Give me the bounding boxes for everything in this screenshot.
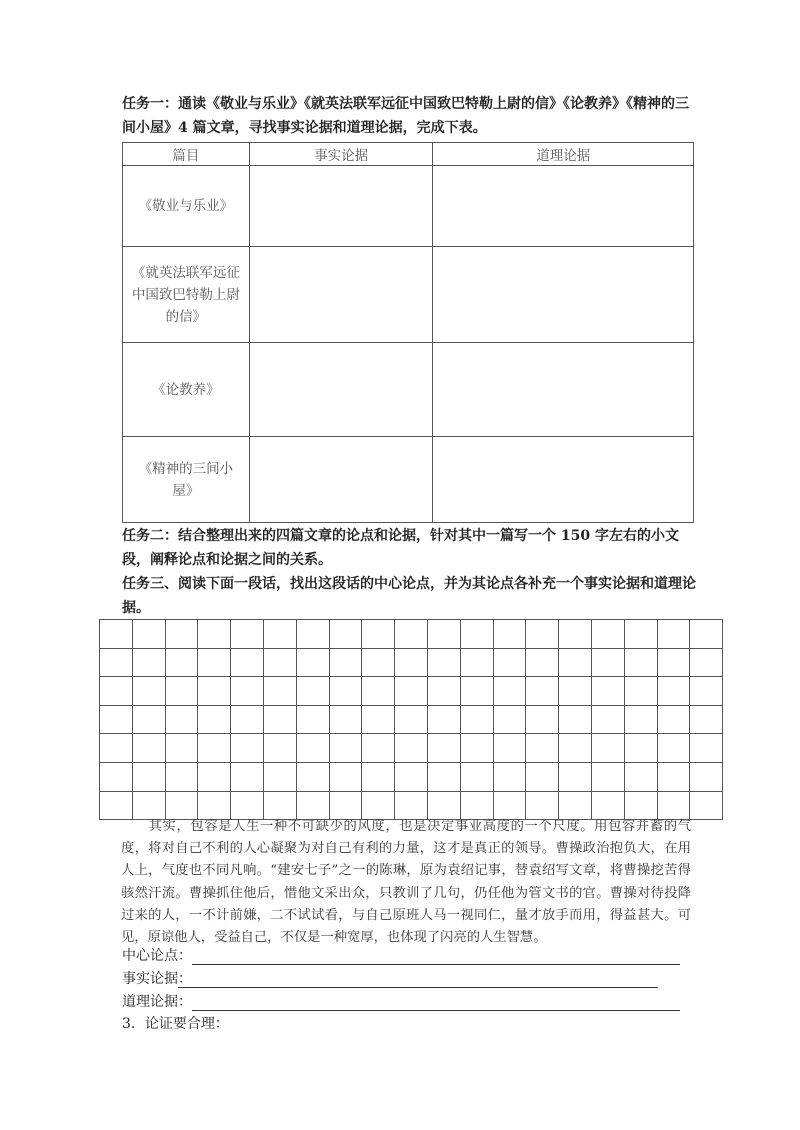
grid-cell[interactable]: [395, 762, 428, 791]
grid-cell[interactable]: [263, 648, 296, 677]
grid-cell[interactable]: [690, 677, 723, 706]
grid-cell[interactable]: [165, 677, 198, 706]
reason-evidence-cell[interactable]: [433, 247, 694, 343]
article-title: 《论教养》: [123, 343, 250, 437]
grid-cell[interactable]: [624, 648, 657, 677]
grid-cell[interactable]: [395, 648, 428, 677]
grid-cell[interactable]: [198, 677, 231, 706]
answer-line[interactable]: [178, 987, 658, 988]
grid-cell[interactable]: [559, 705, 592, 734]
grid-row: [100, 677, 723, 706]
grid-cell[interactable]: [132, 734, 165, 763]
grid-cell[interactable]: [460, 762, 493, 791]
grid-row: [100, 648, 723, 677]
grid-cell[interactable]: [362, 648, 395, 677]
task-one-instruction: 任务一：通读《敬业与乐业》《就英法联军远征中国致巴特勒上尉的信》《论教养》《精神的三间小屋》4 篇文章，寻找事实论据和道理论据，完成下表。: [122, 96, 689, 136]
point-three-label: 3．论证要合理：: [122, 1016, 229, 1032]
article-title: 《敬业与乐业》: [123, 166, 250, 247]
grid-cell[interactable]: [493, 620, 526, 649]
passage-text: 其实，包容是人生一种不可缺少的风度，也是决定事业高度的一个尺度。用包容并蓄的气度，将对自己不利的人心凝聚为对自己有利的力量，这才是真正的领导。曹操政治抱负大，在用人上，气度也不同凡响。“建安七子”之一的陈琳，原为袁绍记事，替袁绍写文章，将曹操挖苦得骇然汗流。曹操抓住他后，惜他文采出众，只教训了几句，仍任他为管文书的官。曹操对待投降过来的人，一不计前嫌，二不试试看，与自己原班人马一视同仁，量才放手而用，得益甚大。可见，原谅他人，受益自己，不仅是一种宽厚，也体现了闪亮的人生智慧。: [121, 819, 691, 946]
grid-cell[interactable]: [591, 705, 624, 734]
grid-cell[interactable]: [427, 677, 460, 706]
grid-cell[interactable]: [493, 648, 526, 677]
grid-cell[interactable]: [591, 677, 624, 706]
grid-cell[interactable]: [460, 705, 493, 734]
grid-cell[interactable]: [132, 620, 165, 649]
reason-evidence-cell[interactable]: [433, 437, 694, 523]
grid-cell[interactable]: [362, 620, 395, 649]
grid-cell[interactable]: [296, 734, 329, 763]
header-reason-evidence: 道理论据: [433, 143, 694, 166]
grid-cell[interactable]: [263, 705, 296, 734]
grid-cell[interactable]: [362, 762, 395, 791]
grid-cell[interactable]: [165, 620, 198, 649]
table-header-row: [123, 143, 694, 166]
grid-cell[interactable]: [132, 705, 165, 734]
grid-cell[interactable]: [329, 762, 362, 791]
grid-cell[interactable]: [427, 620, 460, 649]
grid-cell[interactable]: [231, 648, 264, 677]
grid-cell[interactable]: [493, 705, 526, 734]
fact-evidence-field[interactable]: [122, 968, 192, 990]
grid-cell[interactable]: [624, 705, 657, 734]
grid-cell[interactable]: [362, 734, 395, 763]
grid-cell[interactable]: [329, 734, 362, 763]
fact-evidence-cell[interactable]: [249, 247, 433, 343]
grid-cell[interactable]: [427, 648, 460, 677]
grid-cell[interactable]: [559, 762, 592, 791]
grid-cell[interactable]: [690, 734, 723, 763]
grid-cell[interactable]: [198, 620, 231, 649]
grid-cell[interactable]: [362, 677, 395, 706]
grid-cell[interactable]: [132, 648, 165, 677]
grid-cell[interactable]: [460, 734, 493, 763]
grid-cell[interactable]: [296, 648, 329, 677]
writing-grid[interactable]: [99, 619, 723, 820]
grid-cell[interactable]: [427, 762, 460, 791]
grid-cell[interactable]: [657, 677, 690, 706]
table-row: [123, 343, 694, 437]
grid-cell[interactable]: [198, 648, 231, 677]
reason-evidence-cell[interactable]: [433, 166, 694, 247]
grid-cell[interactable]: [100, 762, 133, 791]
grid-cell[interactable]: [198, 734, 231, 763]
grid-cell[interactable]: [460, 648, 493, 677]
grid-cell[interactable]: [100, 648, 133, 677]
grid-cell[interactable]: [132, 677, 165, 706]
reason-evidence-field[interactable]: [122, 991, 192, 1013]
grid-cell[interactable]: [231, 734, 264, 763]
grid-cell[interactable]: [100, 705, 133, 734]
grid-cell[interactable]: [591, 648, 624, 677]
grid-row: [100, 734, 723, 763]
grid-cell[interactable]: [526, 705, 559, 734]
grid-cell[interactable]: [624, 762, 657, 791]
task-two-instruction: 任务二：结合整理出来的四篇文章的论点和论据，针对其中一篇写一个 150 字左右的小文段，阐释论点和论据之间的关系。: [122, 528, 679, 568]
fact-evidence-cell[interactable]: [249, 343, 433, 437]
grid-cell[interactable]: [657, 762, 690, 791]
fact-evidence-label: 事实论据：: [122, 971, 192, 987]
article-title: 《精神的三间小屋》: [123, 437, 250, 523]
task-three-instruction: 任务三、阅读下面一段话，找出这段话的中心论点，并为其论点各补充一个事实论据和道理论据。: [122, 576, 696, 616]
grid-cell[interactable]: [132, 762, 165, 791]
grid-row: [100, 762, 723, 791]
fact-evidence-cell[interactable]: [249, 437, 433, 523]
grid-cell[interactable]: [657, 620, 690, 649]
grid-cell[interactable]: [296, 620, 329, 649]
grid-cell[interactable]: [329, 677, 362, 706]
grid-cell[interactable]: [231, 677, 264, 706]
grid-cell[interactable]: [624, 734, 657, 763]
grid-cell[interactable]: [263, 734, 296, 763]
grid-cell[interactable]: [165, 648, 198, 677]
center-argument-label: 中心论点：: [122, 948, 192, 964]
grid-cell[interactable]: [624, 677, 657, 706]
grid-cell[interactable]: [395, 705, 428, 734]
grid-cell[interactable]: [395, 734, 428, 763]
grid-cell[interactable]: [329, 648, 362, 677]
reason-evidence-label: 道理论据：: [122, 994, 192, 1010]
grid-cell[interactable]: [690, 705, 723, 734]
grid-cell[interactable]: [591, 762, 624, 791]
grid-cell[interactable]: [263, 762, 296, 791]
grid-cell[interactable]: [526, 762, 559, 791]
grid-cell[interactable]: [591, 620, 624, 649]
grid-cell[interactable]: [526, 620, 559, 649]
fact-evidence-cell[interactable]: [249, 166, 433, 247]
grid-cell[interactable]: [100, 677, 133, 706]
grid-cell[interactable]: [231, 705, 264, 734]
grid-cell[interactable]: [559, 620, 592, 649]
grid-cell[interactable]: [493, 762, 526, 791]
grid-cell[interactable]: [591, 734, 624, 763]
grid-row: [100, 620, 723, 649]
grid-cell[interactable]: [427, 705, 460, 734]
grid-cell[interactable]: [657, 705, 690, 734]
grid-cell[interactable]: [427, 734, 460, 763]
grid-row: [100, 705, 723, 734]
grid-cell[interactable]: [395, 620, 428, 649]
grid-cell[interactable]: [296, 677, 329, 706]
grid-cell[interactable]: [329, 705, 362, 734]
grid-cell[interactable]: [690, 791, 723, 820]
grid-cell[interactable]: [460, 677, 493, 706]
grid-cell[interactable]: [165, 762, 198, 791]
reason-evidence-cell[interactable]: [433, 343, 694, 437]
grid-cell[interactable]: [231, 620, 264, 649]
grid-cell[interactable]: [657, 648, 690, 677]
grid-cell[interactable]: [100, 734, 133, 763]
grid-cell[interactable]: [198, 762, 231, 791]
grid-cell[interactable]: [690, 762, 723, 791]
grid-cell[interactable]: [559, 734, 592, 763]
grid-cell[interactable]: [296, 762, 329, 791]
grid-cell[interactable]: [559, 677, 592, 706]
reading-passage: [121, 816, 691, 949]
grid-cell[interactable]: [493, 677, 526, 706]
grid-cell[interactable]: [296, 705, 329, 734]
grid-cell[interactable]: [165, 705, 198, 734]
grid-cell[interactable]: [559, 648, 592, 677]
grid-cell[interactable]: [165, 734, 198, 763]
grid-cell[interactable]: [395, 677, 428, 706]
center-argument-field[interactable]: [122, 945, 192, 967]
grid-cell[interactable]: [329, 620, 362, 649]
grid-cell[interactable]: [493, 734, 526, 763]
grid-cell[interactable]: [263, 677, 296, 706]
grid-cell[interactable]: [460, 620, 493, 649]
grid-cell[interactable]: [657, 734, 690, 763]
header-article: 篇目: [123, 143, 250, 166]
grid-cell[interactable]: [690, 648, 723, 677]
grid-cell[interactable]: [690, 620, 723, 649]
grid-cell[interactable]: [526, 734, 559, 763]
header-fact-evidence: 事实论据: [249, 143, 433, 166]
grid-cell[interactable]: [624, 620, 657, 649]
answer-line[interactable]: [192, 1010, 680, 1011]
grid-cell[interactable]: [231, 762, 264, 791]
table-row: [123, 437, 694, 523]
grid-cell[interactable]: [526, 677, 559, 706]
table-row: [123, 166, 694, 247]
grid-cell[interactable]: [198, 705, 231, 734]
article-title: 《就英法联军远征中国致巴特勒上尉的信》: [123, 247, 250, 343]
argument-table: [122, 142, 694, 523]
grid-cell[interactable]: [100, 620, 133, 649]
answer-line[interactable]: [192, 964, 680, 965]
grid-cell[interactable]: [526, 648, 559, 677]
table-row: [123, 247, 694, 343]
grid-cell[interactable]: [263, 620, 296, 649]
grid-cell[interactable]: [362, 705, 395, 734]
